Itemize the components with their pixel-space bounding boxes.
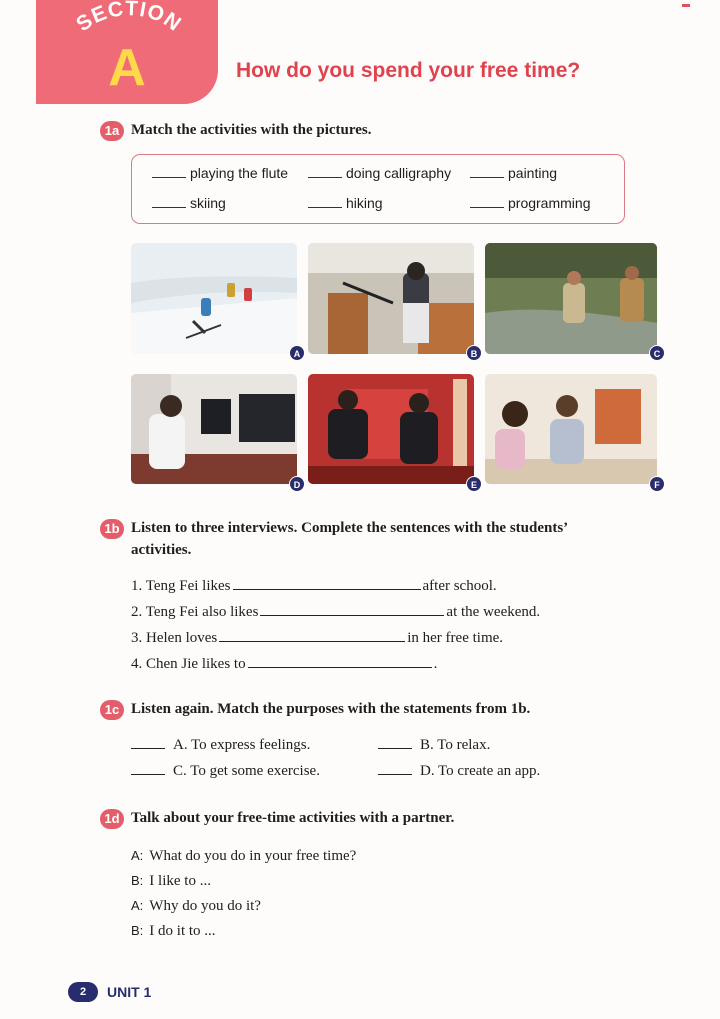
purpose-option[interactable]: D. To create an app. [378,763,540,780]
picture-label: E [466,476,482,492]
section-word: SECTION [72,0,186,37]
dialogue-line: B: I do it to ... [131,923,216,939]
svg-text:SECTION [72,0,186,36]
instruction-1a: Match the activities with the pictures. [131,122,372,138]
activity-item[interactable]: programming [470,195,590,211]
activity-item[interactable]: skiing [152,195,226,211]
activity-match-box [131,154,625,224]
sentence-3: 3. Helen loves in her free time. [131,630,504,646]
purpose-option[interactable]: B. To relax. [378,737,490,754]
page-number: 2 [68,982,98,1002]
dialogue-line: A: What do you do in your free time? [131,848,357,864]
answer-blank[interactable] [260,602,444,616]
answer-blank[interactable] [233,576,421,590]
purpose-option[interactable]: A. To express feelings. [131,737,310,754]
painting-photo [485,374,657,484]
activity-item[interactable]: doing calligraphy [308,165,451,181]
activity-item[interactable]: playing the flute [152,165,288,181]
activity-item[interactable]: painting [470,165,557,181]
picture-label: D [289,476,305,492]
dialogue-line: B: I like to ... [131,873,211,889]
programming-photo [131,374,297,484]
purpose-option[interactable]: C. To get some exercise. [131,763,320,780]
badge-1d: 1d [100,809,124,829]
badge-1b: 1b [100,519,124,539]
flute-photo [308,243,474,354]
section-letter: A [108,39,146,97]
hiking-photo [485,243,657,354]
badge-1c: 1c [100,700,124,720]
activity-item[interactable]: hiking [308,195,383,211]
answer-blank[interactable] [219,628,405,642]
answer-blank[interactable] [248,654,432,668]
instruction-1c: Listen again. Match the purposes with the statements from 1b. [131,701,531,717]
corner-mark [682,4,690,7]
sentence-1: 1. Teng Fei likes after school. [131,578,497,594]
badge-1a: 1a [100,121,124,141]
instruction-1b-line1: Listen to three interviews. Complete the sentences with the students’ [131,520,569,536]
picture-label: A [289,345,305,361]
dialogue-line: A: Why do you do it? [131,898,261,914]
instruction-1b-line2: activities. [131,542,192,558]
picture-label: C [649,345,665,361]
picture-label: F [649,476,665,492]
instruction-1d: Talk about your free-time activities with a partner. [131,810,455,826]
sentence-2: 2. Teng Fei also likes at the weekend. [131,604,541,620]
skiing-photo [131,243,297,354]
sentence-4: 4. Chen Jie likes to . [131,656,438,672]
page-title: How do you spend your free time? [236,59,581,82]
unit-label: UNIT 1 [107,984,152,1000]
calligraphy-photo [308,374,474,484]
picture-label: B [466,345,482,361]
